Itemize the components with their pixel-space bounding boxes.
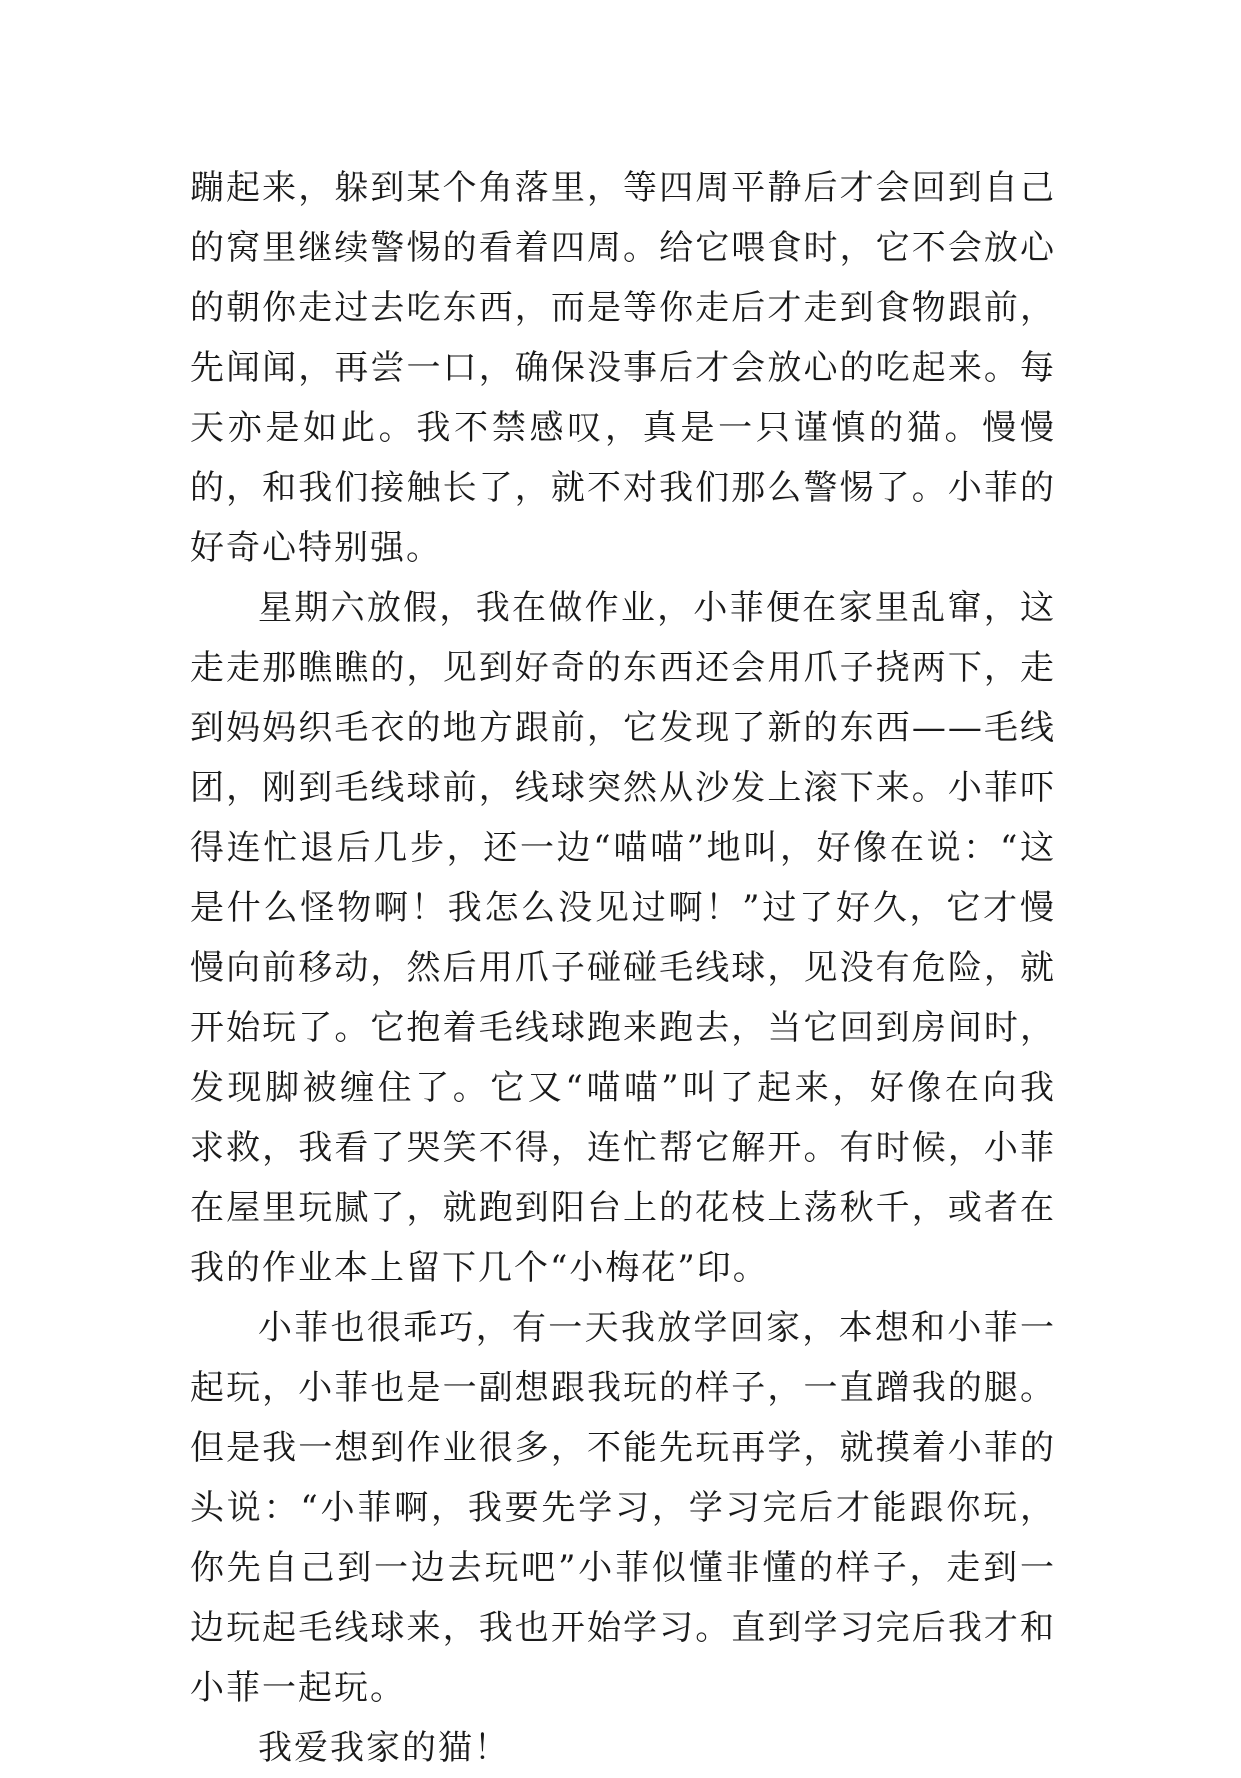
paragraph-2: 星期六放假，我在做作业，小菲便在家里乱窜，这走走那瞧瞧的，见到好奇的东西还会用爪子挠两下，走到妈妈织毛衣的地方跟前，它发现了新的东西——毛线团，刚到毛线球前，线球突然从沙发上滚下来。小菲吓得连忙退后几步，还一边“喵喵”地叫，好像在说：“这是什么怪物啊！我怎么没见过啊！”过了好久，它才慢慢向前移动，然后用爪子碰碰毛线球，见没有危险，就开始玩了。它抱着毛线球跑来跑去，当它回到房间时，发现脚被缠住了。它又“喵喵”叫了起来，好像在向我求救，我看了哭笑不得，连忙帮它解开。有时候，小菲在屋里玩腻了，就跑到阳台上的花枝上荡秋千，或者在我的作业本上留下几个“小梅花”印。 [190,588,1056,1288]
essay-body [190,158,1056,1778]
paragraph-1: 蹦起来，躲到某个角落里，等四周平静后才会回到自己的窝里继续警惕的看着四周。给它喂食时，它不会放心的朝你走过去吃东西，而是等你走后才走到食物跟前，先闻闻，再尝一口，确保没事后才会放心的吃起来。每天亦是如此。我不禁感叹，真是一只谨慎的猫。慢慢的，和我们接触长了，就不对我们那么警惕了。小菲的好奇心特别强。 [190,168,1056,568]
paragraph-3: 小菲也很乖巧，有一天我放学回家，本想和小菲一起玩，小菲也是一副想跟我玩的样子，一直蹭我的腿。但是我一想到作业很多，不能先玩再学，就摸着小菲的头说：“小菲啊，我要先学习，学习完后才能跟你玩，你先自己到一边去玩吧”小菲似懂非懂的样子，走到一边玩起毛线球来，我也开始学习。直到学习完后我才和小菲一起玩。 [190,1308,1056,1708]
paragraph-4: 我爱我家的猫！ [258,1728,510,1768]
